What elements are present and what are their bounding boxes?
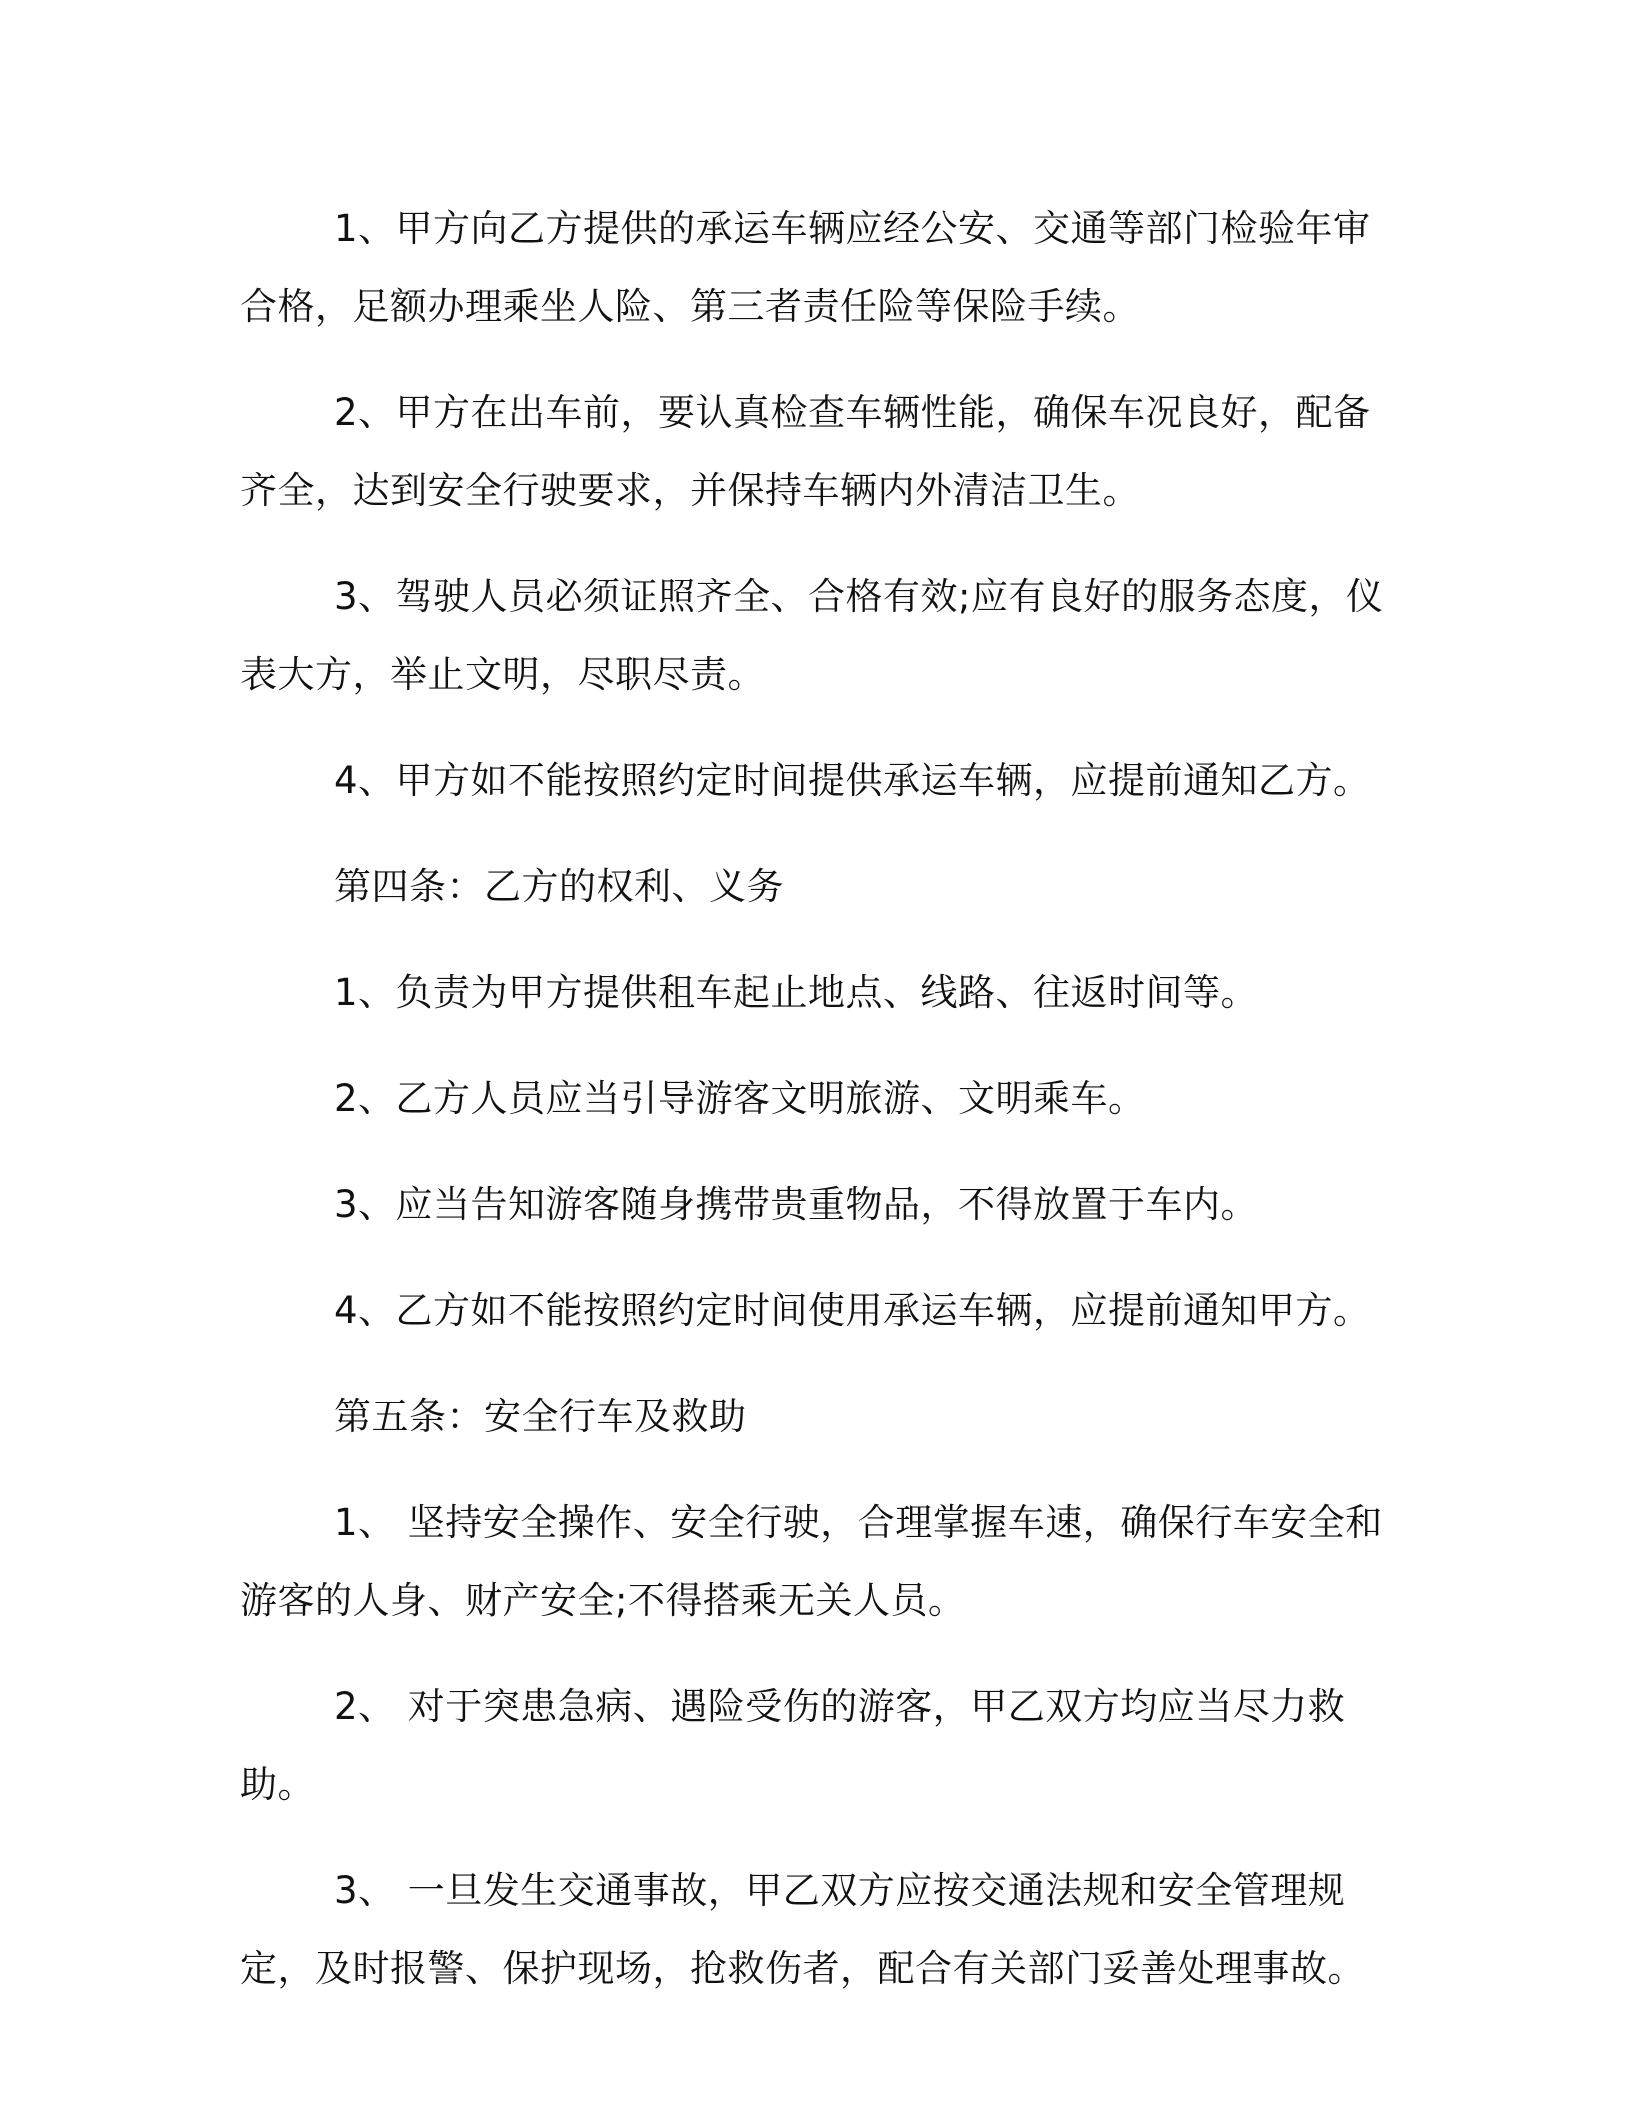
section-heading-article-4: 第四条：乙方的权利、义务 (334, 865, 784, 908)
clause-item-2: 2、甲方在出车前，要认真检查车辆性能，确保车况良好，配备齐全，达到安全行驶要求，并保持车辆内外清洁卫生。 (240, 391, 1371, 512)
document-body (240, 190, 1390, 2032)
clause-item-3: 3、驾驶人员必须证照齐全、合格有效;应有良好的服务态度，仪表大方，举止文明，尽职尽责。 (240, 575, 1384, 696)
clause-item-1: 1、 坚持安全操作、安全行驶，合理掌握车速，确保行车安全和游客的人身、财产安全;不得搭乘无关人员。 (240, 1501, 1383, 1622)
section-heading-article-5: 第五条：安全行车及救助 (334, 1395, 747, 1438)
clause-item-1: 1、甲方向乙方提供的承运车辆应经公安、交通等部门检验年审合格，足额办理乘坐人险、第三者责任险等保险手续。 (240, 207, 1371, 328)
clause-item-2: 2、乙方人员应当引导游客文明旅游、文明乘车。 (334, 1077, 1146, 1120)
clause-item-3: 3、 一旦发生交通事故，甲乙双方应按交通法规和安全管理规定，及时报警、保护现场，抢救伤者，配合有关部门妥善处理事故。 (240, 1869, 1365, 1990)
clause-item-2: 2、 对于突患急病、遇险受伤的游客，甲乙双方均应当尽力救助。 (240, 1685, 1346, 1806)
clause-item-4: 4、乙方如不能按照约定时间使用承运车辆，应提前通知甲方。 (334, 1289, 1371, 1332)
clause-item-4: 4、甲方如不能按照约定时间提供承运车辆，应提前通知乙方。 (334, 759, 1371, 802)
clause-item-1: 1、负责为甲方提供租车起止地点、线路、往返时间等。 (334, 971, 1259, 1014)
clause-item-3: 3、应当告知游客随身携带贵重物品，不得放置于车内。 (334, 1183, 1259, 1226)
